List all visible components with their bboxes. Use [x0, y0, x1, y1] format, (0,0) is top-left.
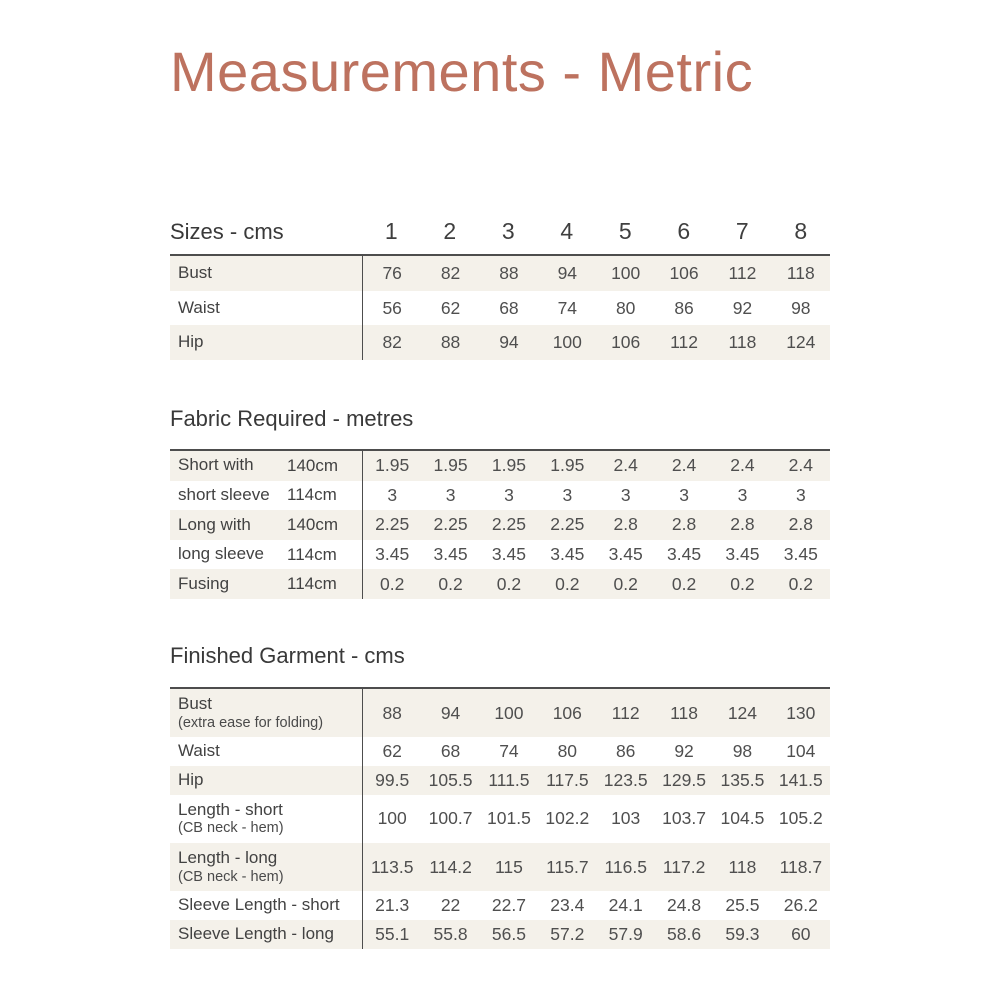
value-cell: 86	[674, 297, 694, 318]
value-cell: 0.2	[555, 573, 580, 594]
row-label-text: Length - long	[178, 847, 278, 867]
value-cell: 88	[499, 263, 519, 284]
value-cell: 112	[728, 263, 757, 284]
table-row	[170, 540, 830, 570]
value-cell: 92	[732, 297, 753, 318]
value-cell: 76	[382, 263, 402, 284]
value-cell: 135.5	[720, 769, 765, 790]
row-values	[362, 540, 830, 570]
table-row	[170, 325, 830, 360]
value-cell: 3.45	[550, 544, 585, 565]
value-cell: 74	[557, 297, 578, 318]
value-cell: 124	[786, 332, 816, 353]
value-cell: 104	[786, 741, 816, 762]
value-cell: 106	[552, 702, 582, 723]
table-row	[170, 843, 830, 891]
row-label	[170, 689, 362, 737]
value-cell: 62	[382, 741, 402, 762]
row-label	[170, 325, 362, 360]
value-cell: 2.25	[550, 514, 585, 535]
value-cell: 2.4	[671, 455, 697, 476]
value-cell: 3	[562, 484, 573, 505]
row-label-text: Sleeve Length - short	[178, 895, 340, 915]
value-cell: 88	[382, 702, 402, 723]
value-cell: 3	[795, 484, 806, 505]
value-cell: 56.5	[491, 923, 526, 944]
size-number-header: 7	[735, 218, 749, 245]
value-cell: 100	[611, 263, 641, 284]
value-cell: 1.95	[550, 455, 585, 476]
fabric-width-cell: 140cm	[287, 514, 339, 534]
value-cell: 68	[499, 297, 519, 318]
value-cell: 98	[732, 741, 753, 762]
row-label-text: Waist	[178, 741, 220, 761]
value-cell: 1.95	[433, 455, 468, 476]
value-cell: 0.2	[438, 573, 463, 594]
value-cell: 3.45	[491, 544, 526, 565]
row-values	[362, 843, 830, 891]
value-cell: 94	[499, 332, 519, 353]
table-row	[170, 766, 830, 795]
value-cell: 111.5	[488, 769, 530, 790]
row-values	[362, 325, 830, 360]
row-label	[170, 510, 287, 540]
value-cell: 2.25	[375, 514, 410, 535]
value-cell: 60	[791, 923, 811, 944]
row-label-text: short sleeve	[178, 484, 270, 504]
row-label-text: Length - short	[178, 799, 283, 819]
value-cell: 104.5	[720, 808, 765, 829]
sizes-header-row	[170, 218, 830, 254]
value-cell: 118	[786, 263, 815, 284]
table-row	[170, 451, 830, 481]
table-row	[170, 795, 830, 843]
value-cell: 114.2	[429, 856, 472, 877]
table-row	[170, 569, 830, 599]
value-cell: 24.1	[608, 894, 643, 915]
value-cell: 57.2	[550, 923, 585, 944]
value-cell: 92	[674, 741, 694, 762]
size-number-header: 4	[560, 218, 574, 245]
value-cell: 94	[557, 263, 578, 284]
value-cell: 3	[504, 484, 514, 505]
row-label-text: Waist	[178, 297, 220, 317]
value-cell: 115.7	[546, 856, 589, 877]
row-label	[170, 737, 362, 766]
row-label-text: Fusing	[178, 573, 230, 593]
value-cell: 117.2	[662, 856, 706, 877]
value-cell: 113.5	[370, 856, 414, 877]
fabric-section-title: Fabric Required - metres	[170, 405, 414, 431]
garment-table	[170, 687, 830, 949]
value-cell: 106	[669, 263, 699, 284]
table-row	[170, 920, 830, 949]
value-cell: 129.5	[662, 769, 706, 790]
value-cell: 26.2	[783, 894, 818, 915]
value-cell: 105.5	[428, 769, 473, 790]
size-number-header: 2	[443, 218, 457, 245]
value-cell: 130	[786, 702, 816, 723]
garment-section	[170, 643, 830, 949]
table-row	[170, 481, 830, 511]
table-row	[170, 510, 830, 540]
value-cell: 82	[440, 263, 461, 284]
garment-section-title: Finished Garment - cms	[170, 642, 405, 668]
size-number-headers	[362, 218, 830, 245]
value-cell: 62	[440, 297, 461, 318]
row-label	[170, 451, 287, 481]
value-cell: 1.95	[491, 455, 526, 476]
value-cell: 82	[382, 332, 402, 353]
value-cell: 118	[670, 702, 699, 723]
row-label	[170, 256, 362, 291]
value-cell: 116.5	[604, 856, 647, 877]
sizes-section	[170, 218, 830, 360]
row-values	[362, 291, 830, 326]
value-cell: 2.4	[788, 455, 813, 476]
row-label-text: Bust	[178, 263, 213, 283]
row-values	[362, 256, 830, 291]
value-cell: 57.9	[608, 923, 643, 944]
value-cell: 3	[445, 484, 456, 505]
value-cell: 2.4	[730, 455, 755, 476]
table-row	[170, 737, 830, 766]
value-cell: 141.5	[778, 769, 823, 790]
value-cell: 23.4	[550, 894, 585, 915]
value-cell: 74	[499, 741, 519, 762]
value-cell: 100	[494, 702, 524, 723]
page-title: Measurements - Metric	[170, 40, 754, 103]
row-label-text: Hip	[178, 332, 204, 352]
fabric-width-cell: 114cm	[287, 574, 337, 594]
value-cell: 88	[440, 332, 461, 353]
row-label-text: long sleeve	[178, 544, 265, 564]
table-row	[170, 291, 830, 326]
value-cell: 3.45	[725, 544, 760, 565]
value-cell: 99.5	[375, 769, 410, 790]
value-cell: 117.5	[546, 769, 589, 790]
row-label	[170, 795, 362, 843]
value-cell: 2.25	[491, 514, 526, 535]
row-values	[362, 737, 830, 766]
value-cell: 0.2	[496, 573, 522, 594]
row-label-text: Bust	[178, 693, 213, 713]
value-cell: 100.7	[428, 808, 473, 829]
value-cell: 58.6	[667, 923, 702, 944]
measurements-page	[170, 0, 830, 949]
row-sublabel-text: (CB neck - hem)	[178, 868, 284, 885]
value-cell: 3.45	[375, 544, 410, 565]
value-cell: 2.4	[613, 455, 638, 476]
row-label-text: Long with	[178, 514, 251, 534]
value-cell: 0.2	[613, 573, 638, 594]
value-cell: 80	[557, 741, 578, 762]
row-label	[170, 920, 362, 949]
value-cell: 0.2	[671, 573, 697, 594]
value-cell: 59.3	[725, 923, 760, 944]
row-label	[170, 569, 287, 599]
value-cell: 2.8	[613, 514, 638, 535]
value-cell: 3.45	[608, 544, 643, 565]
sizes-header-label: Sizes - cms	[170, 219, 284, 245]
row-values	[362, 451, 830, 481]
size-number-header: 1	[384, 218, 398, 245]
row-values	[362, 569, 830, 599]
row-values	[362, 891, 830, 920]
table-row	[170, 256, 830, 291]
value-cell: 3	[387, 484, 398, 505]
value-cell: 2.25	[433, 514, 468, 535]
value-cell: 22.7	[491, 894, 526, 915]
value-cell: 3.45	[667, 544, 702, 565]
value-cell: 98	[791, 297, 811, 318]
value-cell: 55.8	[433, 923, 468, 944]
value-cell: 105.2	[778, 808, 823, 829]
row-label	[170, 843, 362, 891]
value-cell: 112	[670, 332, 699, 353]
size-number-header: 3	[501, 218, 515, 245]
size-number-header: 6	[677, 218, 691, 245]
fabric-table	[170, 449, 830, 599]
value-cell: 103	[611, 808, 641, 829]
value-cell: 0.2	[730, 573, 755, 594]
value-cell: 102.2	[545, 808, 590, 829]
row-values	[362, 689, 830, 737]
value-cell: 106	[611, 332, 641, 353]
value-cell: 2.8	[671, 514, 697, 535]
fabric-width-cell: 114cm	[287, 544, 337, 564]
value-cell: 25.5	[725, 894, 760, 915]
row-sublabel-text: (CB neck - hem)	[178, 820, 284, 837]
table-row	[170, 891, 830, 920]
fabric-width-cell: 114cm	[287, 485, 337, 505]
value-cell: 56	[382, 297, 402, 318]
value-cell: 2.8	[730, 514, 755, 535]
size-number-header: 8	[794, 218, 808, 245]
value-cell: 101.5	[487, 808, 531, 829]
row-label	[170, 766, 362, 795]
sizes-table	[170, 254, 830, 360]
value-cell: 3	[679, 484, 689, 505]
value-cell: 115	[494, 856, 523, 877]
value-cell: 0.2	[788, 573, 813, 594]
value-cell: 1.95	[375, 455, 410, 476]
row-values	[362, 920, 830, 949]
value-cell: 112	[611, 702, 640, 723]
row-label	[170, 291, 362, 326]
value-cell: 124	[727, 702, 758, 723]
size-number-header: 5	[618, 218, 632, 245]
row-values	[362, 481, 830, 511]
row-values	[362, 795, 830, 843]
value-cell: 68	[440, 741, 461, 762]
value-cell: 3	[620, 484, 631, 505]
row-sublabel-text: (extra ease for folding)	[178, 714, 324, 731]
row-values	[362, 510, 830, 540]
row-label-text: Short with	[178, 455, 254, 475]
value-cell: 80	[615, 297, 636, 318]
value-cell: 123.5	[603, 769, 648, 790]
value-cell: 100	[377, 808, 407, 829]
value-cell: 21.3	[375, 894, 410, 915]
value-cell: 118	[728, 332, 757, 353]
table-row	[170, 689, 830, 737]
value-cell: 24.8	[667, 894, 702, 915]
value-cell: 3.45	[433, 544, 468, 565]
value-cell: 3.45	[783, 544, 818, 565]
value-cell: 2.8	[788, 514, 813, 535]
value-cell: 86	[615, 741, 636, 762]
value-cell: 22	[440, 894, 461, 915]
row-label-text: Sleeve Length - long	[178, 923, 334, 943]
value-cell: 94	[440, 702, 461, 723]
row-label-text: Hip	[178, 769, 204, 789]
value-cell: 3	[737, 484, 748, 505]
value-cell: 118	[728, 856, 757, 877]
value-cell: 0.2	[380, 573, 405, 594]
row-label	[170, 891, 362, 920]
fabric-section	[170, 406, 830, 599]
value-cell: 100	[552, 332, 582, 353]
value-cell: 118.7	[779, 856, 823, 877]
row-label	[170, 481, 287, 511]
value-cell: 103.7	[662, 808, 706, 829]
row-label	[170, 540, 287, 570]
value-cell: 55.1	[375, 923, 410, 944]
row-values	[362, 766, 830, 795]
fabric-width-cell: 140cm	[287, 455, 339, 475]
